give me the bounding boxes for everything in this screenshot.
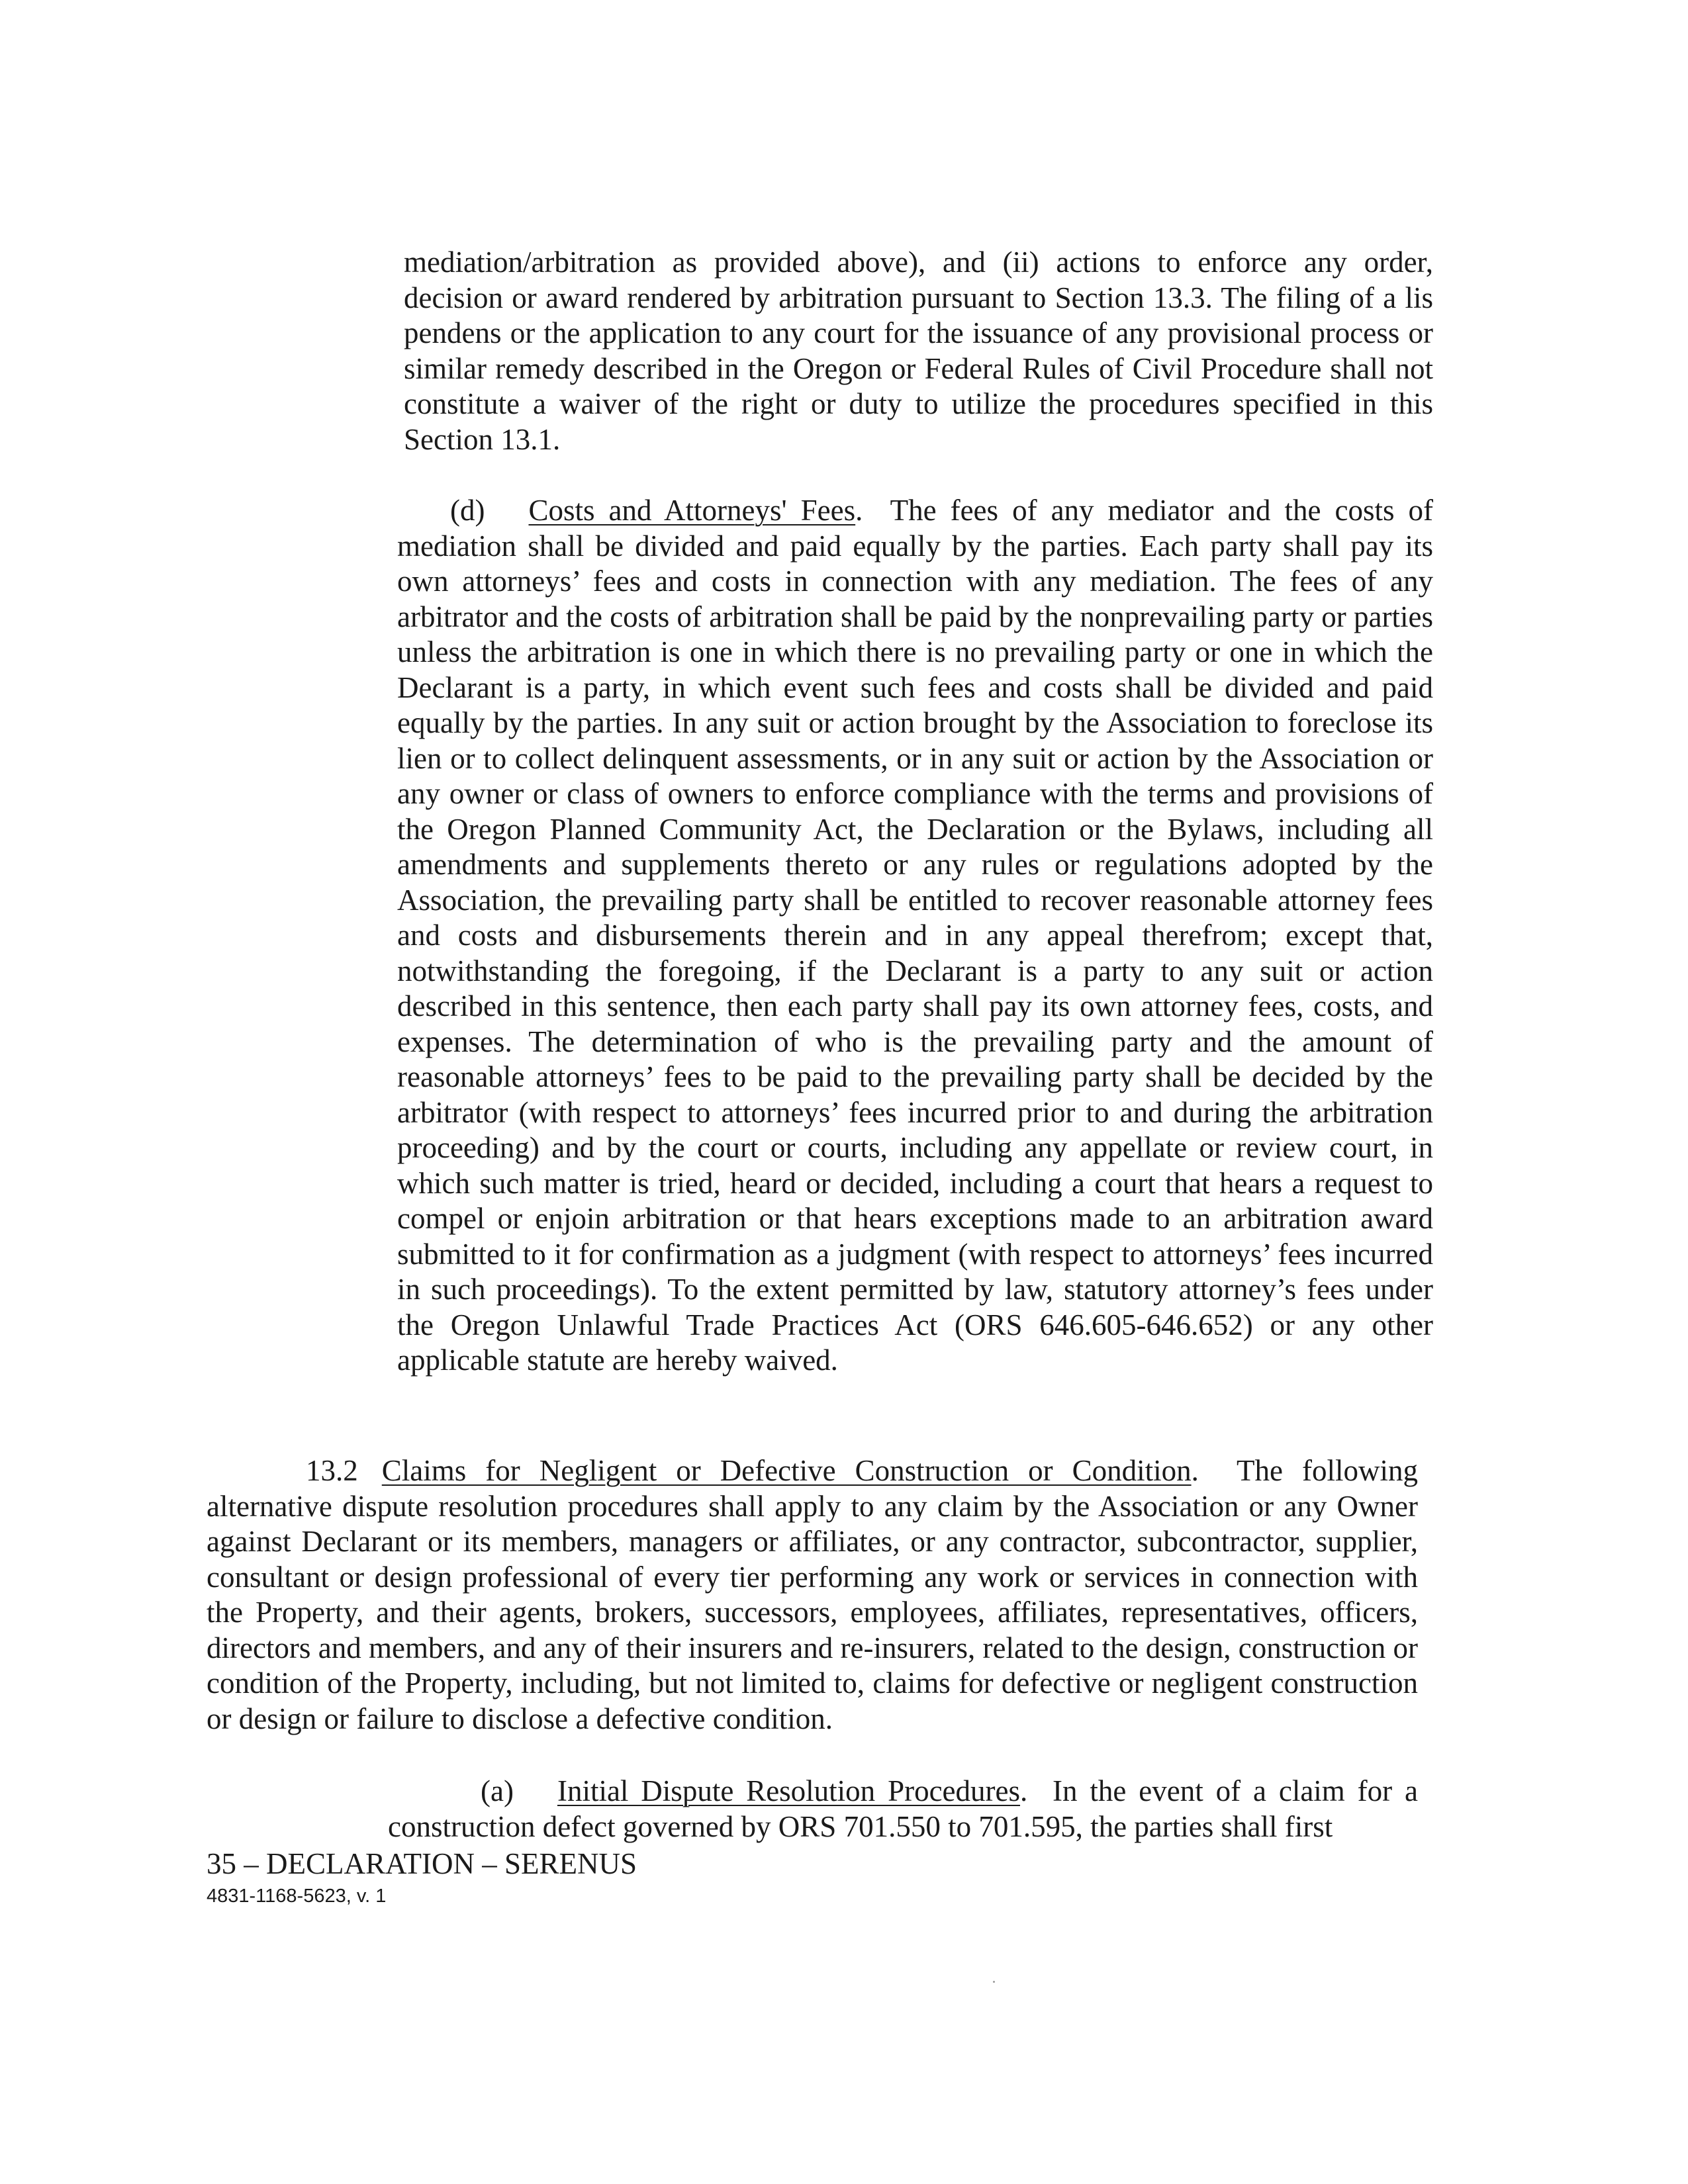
subsection-d-heading: Costs and Attorneys' Fees: [528, 494, 856, 527]
subsection-d-paragraph: (d) Costs and Attorneys' Fees. The fees of any mediator and the costs of mediation shall be divided and paid equally by the parties. Each party shall pay its own attorneys’ fees and costs in connection with any mediation. The fees of any arbitrator and the costs of arbitration shall be paid by the nonprevailing party or parties unless the arbitration is one in which there is no prevailing party or one in which the Declarant is a party, in which event such fees and costs shall be divided and paid equally by the parties. In any suit or action brought by the Association to foreclose its lien or to collect delinquent assessments, or in any suit or action by the Association or any owner or class of owners to enforce compliance with the terms and provisions of the Oregon Planned Community Act, the Declaration or the Bylaws, including all amendments and supplements thereto or any rules or regulations adopted by the Association, the prevailing party shall be entitled to recover reasonable attorney fees and costs and disbursements therein and in any appeal therefrom; except that, notwithstanding the foregoing, if the Declarant is a party to any suit or action described in this sentence, then each party shall pay its own attorney fees, costs, and expenses. The determination of who is the prevailing party and the amount of reasonable attorneys’ fees to be paid to the prevailing party shall be decided by the arbitrator (with respect to attorneys’ fees incurred prior to and during the arbitration proceeding) and by the court or courts, including any appellate or review court, in which such matter is tried, heard or decided, including a court that hears a request to compel or enjoin arbitration or that hears exceptions made to an arbitration award submitted to it for confirmation as a judgment (with respect to attorneys’ fees incurred in such proceedings). To the extent permitted by law, statutory attorney’s fees under the Oregon Unlawful Trade Practices Act (ORS 646.605-646.652) or any other applicable statute are hereby waived.: [397, 494, 1433, 1377]
subsection-a-label: (a): [481, 1774, 514, 1807]
section-13-2-heading: Claims for Negligent or Defective Construction or Condition: [381, 1454, 1192, 1487]
continuation-paragraph: [404, 245, 1433, 457]
subsection-a-text: In the event of a claim for a construction defect governed by ORS 701.550 to 701.595, the parties shall first: [388, 1774, 1419, 1843]
scan-speck: [993, 1981, 995, 1983]
footer-doc-id: 4831-1168-5623, v. 1: [207, 1886, 387, 1907]
subsection-a-paragraph: (a) Initial Dispute Resolution Procedures. In the event of a claim for a construction defect governed by ORS 701.550 to 701.595, the parties shall first: [388, 1774, 1419, 1843]
section-13-2-number: 13.2: [306, 1454, 358, 1487]
subsection-d-text: The fees of any mediator and the costs of mediation shall be divided and paid equally by the parties. Each party shall pay its own attorneys’ fees and costs in connection with any mediation. The fees of any arbitrator and the costs of arbitration shall be paid by the nonprevailing party or parties unless the arbitration is one in which there is no prevailing party or one in which the Declarant is a party, in which event such fees and costs shall be divided and paid equally by the parties. In any suit or action brought by the Association to foreclose its lien or to collect delinquent assessments, or in any suit or action by the Association or any owner or class of owners to enforce compliance with the terms and provisions of the Oregon Planned Community Act, the Declaration or the Bylaws, including all amendments and supplements thereto or any rules or regulations adopted by the Association, the prevailing party shall be entitled to recover reasonable attorney fees and costs and disbursements therein and in any appeal therefrom; except that, notwithstanding the foregoing, if the Declarant is a party to any suit or action described in this sentence, then each party shall pay its own attorney fees, costs, and expenses. The determination of who is the prevailing party and the amount of reasonable attorneys’ fees to be paid to the prevailing party shall be decided by the arbitrator (with respect to attorneys’ fees incurred prior to and during the arbitration proceeding) and by the court or courts, including any appellate or review court, in which such matter is tried, heard or decided, including a court that hears a request to compel or enjoin arbitration or that hears exceptions made to an arbitration award submitted to it for confirmation as a judgment (with respect to attorneys’ fees incurred in such proceedings). To the extent permitted by law, statutory attorney’s fees under the Oregon Unlawful Trade Practices Act (ORS 646.605-646.652) or any other applicable statute are hereby waived.: [397, 494, 1433, 1377]
subsection-a-heading: Initial Dispute Resolution Procedures: [557, 1774, 1021, 1807]
section-13-2-text: The following alternative dispute resolution procedures shall apply to any claim by the Association or any Owner against Declarant or its members, managers or affiliates, or any contractor, subcontractor, supplier, consultant or design professional of every tier performing any work or services in connection with the Property, and their agents, brokers, successors, employees, affiliates, representatives, officers, directors and members, and any of their insurers and re-insurers, related to the design, construction or condition of the Property, including, but not limited to, claims for defective or negligent construction or design or failure to disclose a defective condition.: [207, 1454, 1419, 1735]
continuation-text: mediation/arbitration as provided above), and (ii) actions to enforce any order, decision or award rendered by arbitration pursuant to Section 13.3. The filing of a lis pendens or the application to any court for the issuance of any provisional process or similar remedy described in the Oregon or Federal Rules of Civil Procedure shall not constitute a waiver of the right or duty to utilize the procedures specified in this Section 13.1.: [404, 246, 1433, 456]
subsection-d-label: (d): [450, 494, 485, 527]
footer-title: 35 – DECLARATION – SERENUS: [207, 1847, 637, 1880]
section-13-2-paragraph: 13.2 Claims for Negligent or Defective Construction or Condition. The following alternative dispute resolution procedures shall apply to any claim by the Association or any Owner against Declarant or its members, managers or affiliates, or any contractor, subcontractor, supplier, consultant or design professional of every tier performing any work or services in connection with the Property, and their agents, brokers, successors, employees, affiliates, representatives, officers, directors and members, and any of their insurers and re-insurers, related to the design, construction or condition of the Property, including, but not limited to, claims for defective or negligent construction or design or failure to disclose a defective condition.: [207, 1454, 1419, 1735]
